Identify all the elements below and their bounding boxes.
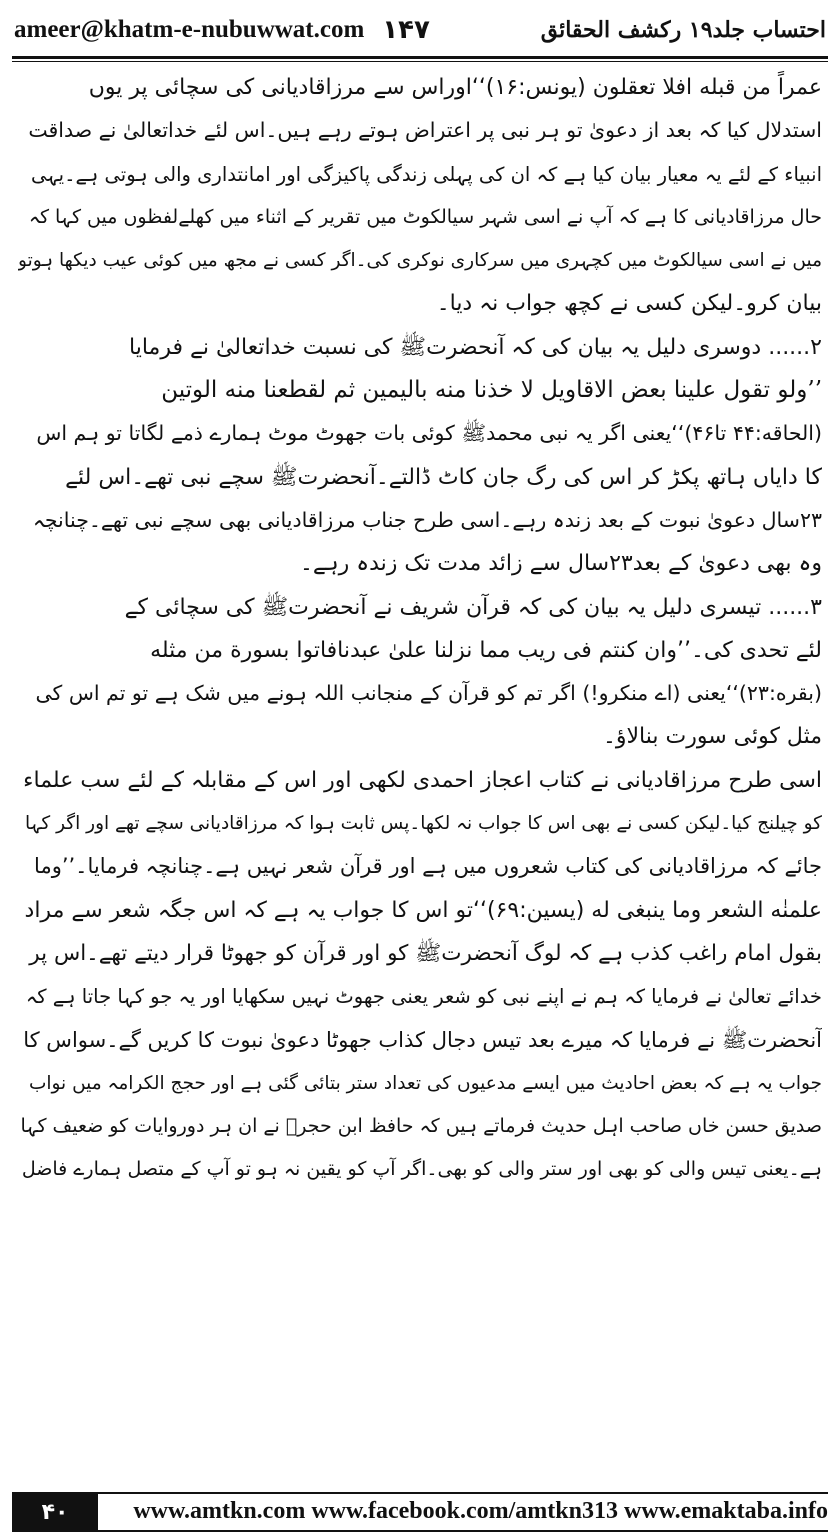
sheet-number-box: ۴۰ xyxy=(12,1492,98,1532)
text-line: بقول امام راغب کذب ہے کہ لوگ آنحضرتﷺ کو اور قرآن کو جھوٹا قرار دیتے تھے۔اس پر xyxy=(29,940,822,966)
book-title: احتساب جلد۱۹ رکشف الحقائق xyxy=(540,17,826,43)
text-line: جواب یہ ہے کہ بعض احادیث میں ایسے مدعیوں کی تعداد ستر بتائی گئی ہے اور حجج الکرامہ میں نواب xyxy=(28,1072,822,1094)
text-line: مثل کوئی سورت بنالاؤ۔ xyxy=(602,724,822,750)
text-line: جائے کہ مرزاقادیانی کی کتاب شعروں میں ہے اور قرآن شعر نہیں ہے۔چنانچہ فرمایا۔’’وما xyxy=(34,854,822,879)
text-line: انبیاء کے لئے یہ معیار بیان کیا ہے کہ ان کی پہلی زندگی پاکیزگی اور امانتداری والی ہوتی ہے۔یہی xyxy=(30,162,822,186)
text-line: اسی طرح مرزاقادیانی نے کتاب اعجاز احمدی لکھی اور اس کے مقابلہ کے لئے سب علماء xyxy=(23,767,822,793)
header-email: ameer@khatm-e-nubuwwat.com xyxy=(14,16,365,43)
page-number: ۱۴۷ xyxy=(382,15,430,45)
footer-rule xyxy=(12,1492,828,1494)
header-left xyxy=(14,15,430,45)
header-rule-thin xyxy=(12,61,828,62)
page-footer xyxy=(12,1492,828,1532)
text-line: صدیق حسن خاں صاحب اہل حدیث فرماتے ہیں کہ حافظ ابن حجرؒ نے ان ہر دوروایات کو ضعیف کہا xyxy=(20,1115,822,1138)
text-line: کا دایاں ہاتھ پکڑ کر اس کی رگ جان کاٹ ڈالتے۔آنحضرتﷺ سچے نبی تھے۔اس لئے xyxy=(65,464,822,490)
text-line: عمراً من قبله افلا تعقلون (یونس:۱۶)‘‘اوراس سے مرزاقادیانی کی سچائی پر یوں xyxy=(88,75,822,100)
text-line: وہ بھی دعویٰ کے بعد۲۳سال سے زائد مدت تک زندہ رہے۔ xyxy=(299,551,822,577)
text-line: آنحضرتﷺ نے فرمایا کہ میرے بعد تیس دجال کذاب جھوٹا دعویٰ نبوت کا کریں گے۔سواس کا xyxy=(23,1027,822,1052)
text-line: حال مرزاقادیانی کا ہے کہ آپ نے اسی شہر سیالکوٹ میں تقریر کے اثناء میں کھلےلفظوں میں کہا کہ xyxy=(28,205,822,228)
header-rule-thick xyxy=(12,56,828,59)
text-line: استدلال کیا کہ بعد از دعویٰ تو ہر نبی پر اعتراض ہوتے رہے ہیں۔اس لئے خداتعالیٰ نے صداقت xyxy=(28,118,822,143)
text-line: ۲۳سال دعویٰ نبوت کے بعد زندہ رہے۔اسی طرح جناب مرزاقادیانی بھی سچے نبی تھے۔چنانچہ xyxy=(32,507,822,532)
text-line: ۳...... تیسری دلیل یہ بیان کی کہ قرآن شریف نے آنحضرتﷺ کی سچائی کے xyxy=(124,594,822,620)
text-line: علمنٰه الشعر وما ینبغی له (یسین:۶۹)‘‘تو اس کا جواب یہ ہے کہ اس جگہ شعر سے مراد xyxy=(24,897,822,923)
page-header xyxy=(14,8,826,52)
text-line-quran: ’’ولو تقول علینا بعض الاقاویل لا خذنا منه بالیمین ثم لقطعنا منه الوتین xyxy=(161,377,822,404)
text-line: (الحاقه:۴۴ تا۴۶)‘‘یعنی اگر یہ نبی محمدﷺ کوئی بات جھوٹ موٹ ہمارے ذمے لگاتا تو ہم اس xyxy=(36,421,822,446)
text-line: لئے تحدی کی۔’’وان کنتم فی ریب مما نزلنا علیٰ عبدنافاتوا بسورة من مثله xyxy=(150,637,822,663)
footer-urls: www.amtkn.com www.facebook.com/amtkn313 www.emaktaba.info xyxy=(133,1498,828,1524)
text-line: بیان کرو۔لیکن کسی نے کچھ جواب نہ دیا۔ xyxy=(436,291,822,317)
text-line: ہے۔یعنی تیس والی کو بھی اور ستر والی کو بھی۔اگر آپ کو یقین نہ ہو تو آپ کے متصل ہمارے فاضل xyxy=(21,1158,822,1181)
text-line: (بقره:۲۳)‘‘یعنی (اے منکرو!) اگر تم کو قرآن کے منجانب اللہ ہونے میں شک ہے تو تم اس کی xyxy=(35,681,822,706)
text-line: خدائے تعالیٰ نے فرمایا کہ ہم نے اپنے نبی کو شعر یعنی جھوٹ نہیں سکھایا اور یہ جو کہا جاتا ہے کہ xyxy=(25,985,822,1009)
text-line: میں نے اسی سیالکوٹ میں کچہری میں سرکاری نوکری کی۔اگر کسی نے مجھ میں کوئی عیب دیکھا ہوتو xyxy=(18,250,822,272)
text-line: کو چیلنج کیا۔لیکن کسی نے بھی اس کا جواب نہ لکھا۔پس ثابت ہوا کہ مرزاقادیانی سچے تھے اور اگر کہا xyxy=(24,813,822,835)
footer-rule-bottom xyxy=(98,1530,828,1532)
page-body-text xyxy=(18,66,822,1466)
text-line: ۲...... دوسری دلیل یہ بیان کی کہ آنحضرتﷺ کی نسبت خداتعالیٰ نے فرمایا xyxy=(129,334,822,360)
